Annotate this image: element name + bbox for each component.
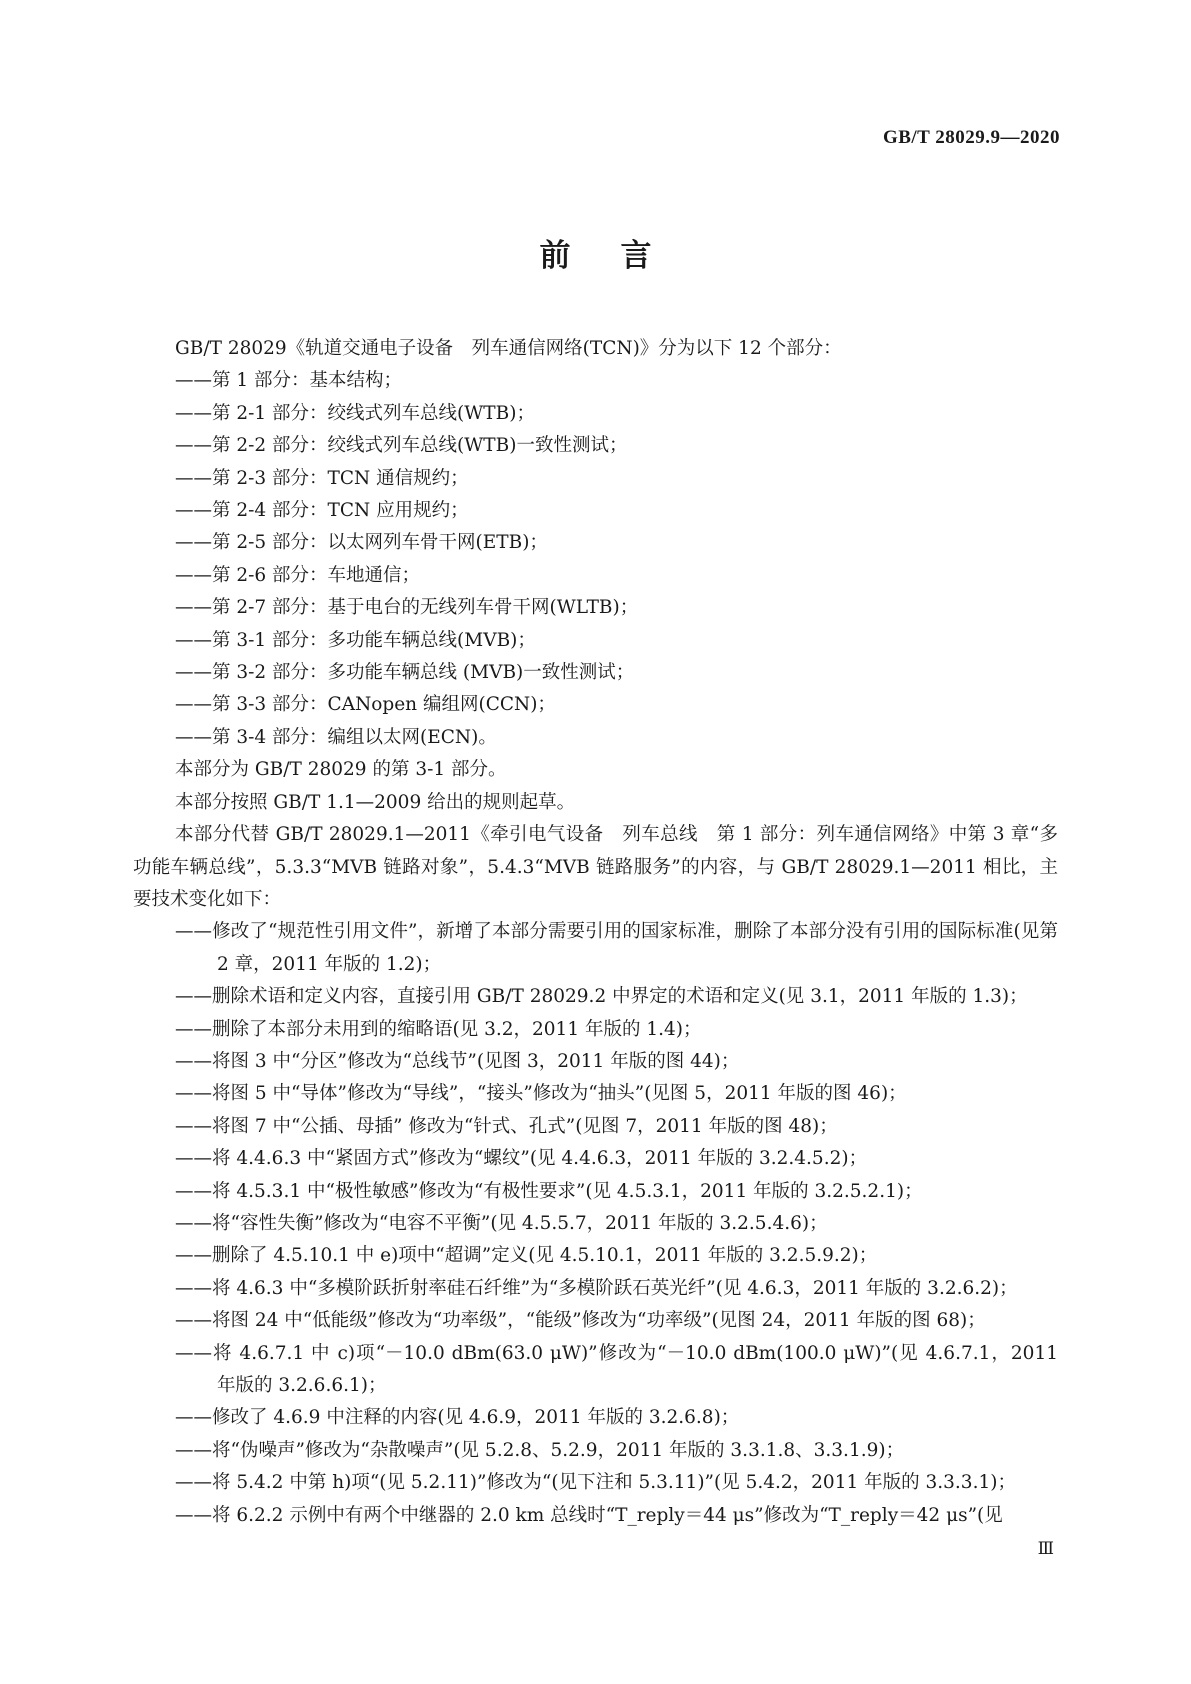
- intro-paragraph: GB/T 28029《轨道交通电子设备 列车通信网络(TCN)》分为以下 12 个部分：: [175, 338, 842, 359]
- statement-paragraph: 本部分为 GB/T 28029 的第 3-1 部分。: [175, 759, 507, 781]
- change-list-item: ——删除术语和定义内容，直接引用 GB/T 28029.2 中界定的术语和定义(见 3.1，2011 年版的 1.3)；: [175, 986, 1028, 1008]
- change-list-item: ——将图 3 中“分区”修改为“总线节”(见图 3，2011 年版的图 44)；: [175, 1050, 740, 1072]
- standard-number: GB/T 28029.9—2020: [882, 127, 1060, 148]
- part-list-item: ——第 2-6 部分：车地通信；: [175, 564, 421, 586]
- page-title: 前言: [539, 238, 702, 274]
- part-list-item: ——第 2-3 部分：TCN 通信规约；: [175, 467, 469, 489]
- change-list-item: ——修改了“规范性引用文件”，新增了本部分需要引用的国家标准，删除了本部分没有引用的国际标准(见第 2 章，2011 年版的 1.2)；: [175, 921, 1058, 975]
- page-number: Ⅲ: [1037, 1539, 1054, 1558]
- document-body: [133, 333, 1058, 1532]
- change-list-item: ——删除了 4.5.10.1 中 e)项中“超调”定义(见 4.5.10.1，2011 年版的 3.2.5.9.2)；: [175, 1245, 878, 1267]
- part-list-item: ——第 1 部分：基本结构；: [175, 370, 403, 392]
- change-list-item: ——将 4.6.7.1 中 c)项“－10.0 dBm(63.0 μW)”修改为“－10.0 dBm(100.0 μW)”(见 4.6.7.1，2011 年版的 3.2.6.6.1)；: [175, 1342, 1058, 1396]
- change-list-item: ——将图 5 中“导体”修改为“导线”，“接头”修改为“抽头”(见图 5，2011 年版的图 46)；: [175, 1083, 907, 1105]
- change-list-item: ——将图 7 中“公插、母插” 修改为“针式、孔式”(见图 7，2011 年版的图 48)；: [175, 1115, 838, 1137]
- part-list-item: ——第 3-4 部分：编组以太网(ECN)。: [175, 726, 497, 748]
- change-list-item: ——将 4.6.3 中“多模阶跃折射率硅石纤维”为“多模阶跃石英光纤”(见 4.6.3，2011 年版的 3.2.6.2)；: [175, 1277, 1018, 1299]
- part-list-item: ——第 2-2 部分：绞线式列车总线(WTB)一致性测试；: [175, 435, 628, 457]
- statement-paragraph: 本部分按照 GB/T 1.1—2009 给出的规则起草。: [175, 791, 576, 813]
- part-list-item: ——第 2-4 部分：TCN 应用规约；: [175, 500, 469, 522]
- change-list-item: ——将 4.5.3.1 中“极性敏感”修改为“有极性要求”(见 4.5.3.1，2011 年版的 3.2.5.2.1)；: [175, 1180, 923, 1202]
- statement-paragraph: 本部分代替 GB/T 28029.1—2011《牵引电气设备 列车总线 第 1 部分：列车通信网络》中第 3 章“多功能车辆总线”，5.3.3“MVB 链路对象”，5.4.3“MVB 链路服务”的内容，与 GB/T 28029.1—2011 相比，主要技术变化如下：: [133, 824, 1058, 910]
- change-list-item: ——将“容性失衡”修改为“电容不平衡”(见 4.5.5.7，2011 年版的 3.2.5.4.6)；: [175, 1212, 828, 1234]
- change-list-item: ——将 4.4.6.3 中“紧固方式”修改为“螺纹”(见 4.4.6.3，2011 年版的 3.2.4.5.2)；: [175, 1148, 868, 1170]
- change-list-item: ——将图 24 中“低能级”修改为“功率级”，“能级”修改为“功率级”(见图 24，2011 年版的图 68)；: [175, 1310, 986, 1332]
- change-list-item: ——将 5.4.2 中第 h)项“(见 5.2.11)”修改为“(见下注和 5.3.11)”(见 5.4.2，2011 年版的 3.3.3.1)；: [175, 1472, 1016, 1494]
- change-list-item: ——将“伪噪声”修改为“杂散噪声”(见 5.2.8、5.2.9，2011 年版的 3.3.1.8、3.3.1.9)；: [175, 1439, 905, 1461]
- part-list-item: ——第 3-3 部分：CANopen 编组网(CCN)；: [175, 694, 556, 716]
- change-list-item: ——删除了本部分未用到的缩略语(见 3.2，2011 年版的 1.4)；: [175, 1018, 702, 1040]
- part-list-item: ——第 2-1 部分：绞线式列车总线(WTB)；: [175, 402, 535, 424]
- part-list-item: ——第 3-1 部分：多功能车辆总线(MVB)；: [175, 629, 536, 651]
- part-list-item: ——第 3-2 部分：多功能车辆总线 (MVB)一致性测试；: [175, 662, 635, 684]
- part-list-item: ——第 2-7 部分：基于电台的无线列车骨干网(WLTB)；: [175, 597, 639, 619]
- change-list-item: ——修改了 4.6.9 中注释的内容(见 4.6.9，2011 年版的 3.2.6.8)；: [175, 1407, 740, 1429]
- part-list-item: ——第 2-5 部分：以太网列车骨干网(ETB)；: [175, 532, 548, 554]
- change-list-item: ——将 6.2.2 示例中有两个中继器的 2.0 km 总线时“T_reply＝44 μs”修改为“T_reply＝42 μs”(见: [175, 1504, 1003, 1526]
